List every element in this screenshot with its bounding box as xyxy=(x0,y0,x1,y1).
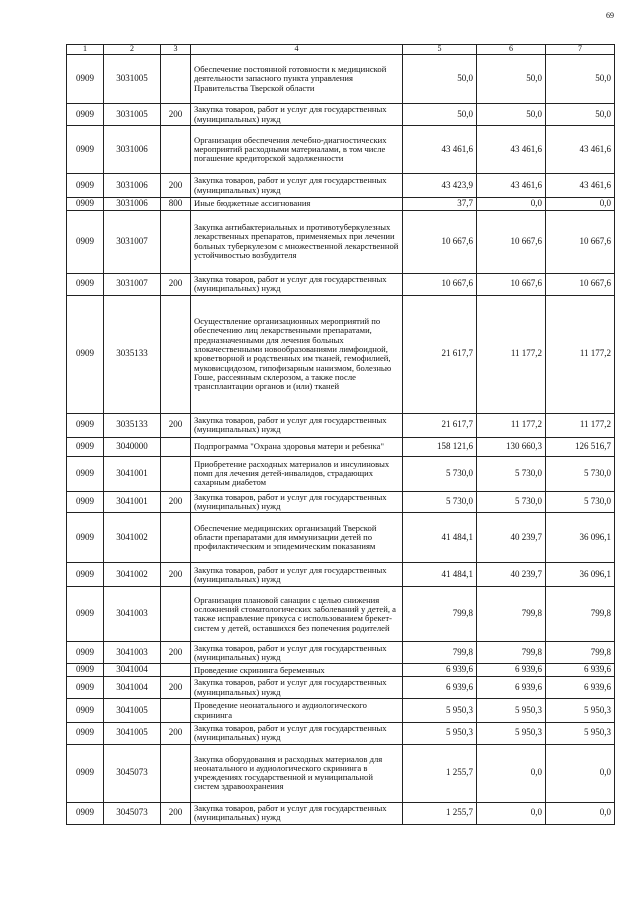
item-name-cell: Закупка товаров, работ и услуг для государственных (муниципальных) нужд xyxy=(191,491,403,513)
expense-kind-cell: 200 xyxy=(161,174,191,198)
amount-col7-cell: 0,0 xyxy=(546,744,615,802)
item-name-cell: Иные бюджетные ассигнования xyxy=(191,198,403,211)
section-code-cell: 0909 xyxy=(67,699,104,723)
table-row xyxy=(67,664,615,677)
amount-col6-cell: 0,0 xyxy=(477,744,546,802)
item-name-cell: Обеспечение медицинских организаций Тверской области препаратами для иммунизации детей по профилактическим и эпидемическим показаниям xyxy=(191,513,403,563)
article-code-cell: 3031006 xyxy=(104,126,161,174)
table-row xyxy=(67,104,615,126)
expense-kind-cell xyxy=(161,126,191,174)
section-code-cell: 0909 xyxy=(67,642,104,664)
amount-col5-cell: 5 950,3 xyxy=(403,723,477,745)
table-row xyxy=(67,802,615,824)
amount-col6-cell: 5 950,3 xyxy=(477,723,546,745)
article-code-cell: 3041005 xyxy=(104,723,161,745)
section-code-cell: 0909 xyxy=(67,744,104,802)
amount-col7-cell: 36 096,1 xyxy=(546,513,615,563)
amount-col5-cell: 37,7 xyxy=(403,198,477,211)
header-cell: 7 xyxy=(546,45,615,55)
table-row xyxy=(67,699,615,723)
table-row xyxy=(67,513,615,563)
section-code-cell: 0909 xyxy=(67,723,104,745)
table-row xyxy=(67,677,615,699)
expense-kind-cell xyxy=(161,744,191,802)
table-row xyxy=(67,744,615,802)
amount-col7-cell: 43 461,6 xyxy=(546,174,615,198)
item-name-cell: Закупка товаров, работ и услуг для государственных (муниципальных) нужд xyxy=(191,802,403,824)
header-cell: 1 xyxy=(67,45,104,55)
item-name-cell: Закупка товаров, работ и услуг для государственных (муниципальных) нужд xyxy=(191,413,403,437)
amount-col7-cell: 5 950,3 xyxy=(546,699,615,723)
amount-col7-cell: 11 177,2 xyxy=(546,295,615,413)
amount-col5-cell: 43 423,9 xyxy=(403,174,477,198)
amount-col6-cell: 40 239,7 xyxy=(477,563,546,587)
item-name-cell: Проведение неонатального и аудиологического скрининга xyxy=(191,699,403,723)
amount-col5-cell: 1 255,7 xyxy=(403,802,477,824)
amount-col6-cell: 50,0 xyxy=(477,55,546,104)
amount-col5-cell: 50,0 xyxy=(403,104,477,126)
section-code-cell: 0909 xyxy=(67,295,104,413)
section-code-cell: 0909 xyxy=(67,174,104,198)
article-code-cell: 3031005 xyxy=(104,104,161,126)
article-code-cell: 3041001 xyxy=(104,456,161,491)
budget-table xyxy=(66,44,615,825)
expense-kind-cell xyxy=(161,664,191,677)
article-code-cell: 3031006 xyxy=(104,174,161,198)
article-code-cell: 3035133 xyxy=(104,413,161,437)
amount-col7-cell: 43 461,6 xyxy=(546,126,615,174)
amount-col5-cell: 799,8 xyxy=(403,587,477,642)
item-name-cell: Закупка товаров, работ и услуг для государственных (муниципальных) нужд xyxy=(191,273,403,295)
expense-kind-cell: 200 xyxy=(161,413,191,437)
amount-col6-cell: 10 667,6 xyxy=(477,210,546,273)
amount-col7-cell: 6 939,6 xyxy=(546,664,615,677)
article-code-cell: 3041002 xyxy=(104,513,161,563)
amount-col7-cell: 5 950,3 xyxy=(546,723,615,745)
amount-col5-cell: 10 667,6 xyxy=(403,273,477,295)
amount-col7-cell: 50,0 xyxy=(546,55,615,104)
amount-col7-cell: 799,8 xyxy=(546,587,615,642)
amount-col6-cell: 6 939,6 xyxy=(477,677,546,699)
section-code-cell: 0909 xyxy=(67,210,104,273)
item-name-cell: Закупка товаров, работ и услуг для государственных (муниципальных) нужд xyxy=(191,174,403,198)
amount-col7-cell: 11 177,2 xyxy=(546,413,615,437)
article-code-cell: 3040000 xyxy=(104,437,161,456)
table-row xyxy=(67,174,615,198)
amount-col7-cell: 10 667,6 xyxy=(546,273,615,295)
amount-col5-cell: 1 255,7 xyxy=(403,744,477,802)
table-row xyxy=(67,413,615,437)
amount-col7-cell: 6 939,6 xyxy=(546,677,615,699)
amount-col6-cell: 799,8 xyxy=(477,587,546,642)
item-name-cell: Закупка товаров, работ и услуг для государственных (муниципальных) нужд xyxy=(191,723,403,745)
section-code-cell: 0909 xyxy=(67,198,104,211)
amount-col6-cell: 799,8 xyxy=(477,642,546,664)
expense-kind-cell: 200 xyxy=(161,723,191,745)
amount-col5-cell: 5 730,0 xyxy=(403,491,477,513)
section-code-cell: 0909 xyxy=(67,664,104,677)
item-name-cell: Закупка товаров, работ и услуг для государственных (муниципальных) нужд xyxy=(191,563,403,587)
section-code-cell: 0909 xyxy=(67,126,104,174)
section-code-cell: 0909 xyxy=(67,563,104,587)
section-code-cell: 0909 xyxy=(67,491,104,513)
amount-col6-cell: 40 239,7 xyxy=(477,513,546,563)
expense-kind-cell: 800 xyxy=(161,198,191,211)
table-row xyxy=(67,295,615,413)
item-name-cell: Проведение скрининга беременных xyxy=(191,664,403,677)
table-row xyxy=(67,491,615,513)
section-code-cell: 0909 xyxy=(67,104,104,126)
expense-kind-cell xyxy=(161,587,191,642)
amount-col5-cell: 799,8 xyxy=(403,642,477,664)
expense-kind-cell: 200 xyxy=(161,563,191,587)
amount-col6-cell: 11 177,2 xyxy=(477,413,546,437)
section-code-cell: 0909 xyxy=(67,413,104,437)
expense-kind-cell xyxy=(161,210,191,273)
amount-col5-cell: 21 617,7 xyxy=(403,295,477,413)
amount-col5-cell: 10 667,6 xyxy=(403,210,477,273)
amount-col5-cell: 50,0 xyxy=(403,55,477,104)
amount-col6-cell: 5 730,0 xyxy=(477,456,546,491)
amount-col7-cell: 10 667,6 xyxy=(546,210,615,273)
amount-col7-cell: 126 516,7 xyxy=(546,437,615,456)
section-code-cell: 0909 xyxy=(67,802,104,824)
article-code-cell: 3031007 xyxy=(104,210,161,273)
article-code-cell: 3041003 xyxy=(104,587,161,642)
amount-col5-cell: 5 730,0 xyxy=(403,456,477,491)
item-name-cell: Обеспечение постоянной готовности к медицинской деятельности запасного пункта управления Правительства Тверской области xyxy=(191,55,403,104)
header-cell: 5 xyxy=(403,45,477,55)
article-code-cell: 3041004 xyxy=(104,664,161,677)
table-row xyxy=(67,273,615,295)
article-code-cell: 3031005 xyxy=(104,55,161,104)
article-code-cell: 3031007 xyxy=(104,273,161,295)
table-row xyxy=(67,126,615,174)
header-cell: 2 xyxy=(104,45,161,55)
expense-kind-cell xyxy=(161,55,191,104)
article-code-cell: 3045073 xyxy=(104,802,161,824)
amount-col5-cell: 5 950,3 xyxy=(403,699,477,723)
amount-col5-cell: 41 484,1 xyxy=(403,563,477,587)
section-code-cell: 0909 xyxy=(67,513,104,563)
amount-col5-cell: 21 617,7 xyxy=(403,413,477,437)
amount-col5-cell: 6 939,6 xyxy=(403,664,477,677)
table-row xyxy=(67,456,615,491)
article-code-cell: 3045073 xyxy=(104,744,161,802)
article-code-cell: 3041005 xyxy=(104,699,161,723)
amount-col6-cell: 5 950,3 xyxy=(477,699,546,723)
table-row xyxy=(67,642,615,664)
amount-col6-cell: 50,0 xyxy=(477,104,546,126)
amount-col6-cell: 6 939,6 xyxy=(477,664,546,677)
header-row xyxy=(67,45,615,55)
amount-col6-cell: 5 730,0 xyxy=(477,491,546,513)
article-code-cell: 3041001 xyxy=(104,491,161,513)
amount-col5-cell: 43 461,6 xyxy=(403,126,477,174)
table-row xyxy=(67,723,615,745)
item-name-cell: Закупка товаров, работ и услуг для государственных (муниципальных) нужд xyxy=(191,677,403,699)
header-cell: 6 xyxy=(477,45,546,55)
amount-col5-cell: 41 484,1 xyxy=(403,513,477,563)
amount-col7-cell: 0,0 xyxy=(546,802,615,824)
expense-kind-cell: 200 xyxy=(161,677,191,699)
table-row xyxy=(67,210,615,273)
table-row xyxy=(67,563,615,587)
amount-col6-cell: 130 660,3 xyxy=(477,437,546,456)
expense-kind-cell xyxy=(161,513,191,563)
expense-kind-cell: 200 xyxy=(161,491,191,513)
header-cell: 4 xyxy=(191,45,403,55)
amount-col5-cell: 6 939,6 xyxy=(403,677,477,699)
amount-col7-cell: 799,8 xyxy=(546,642,615,664)
expense-kind-cell: 200 xyxy=(161,642,191,664)
article-code-cell: 3035133 xyxy=(104,295,161,413)
amount-col6-cell: 0,0 xyxy=(477,802,546,824)
article-code-cell: 3041002 xyxy=(104,563,161,587)
section-code-cell: 0909 xyxy=(67,437,104,456)
amount-col7-cell: 36 096,1 xyxy=(546,563,615,587)
amount-col6-cell: 10 667,6 xyxy=(477,273,546,295)
expense-kind-cell: 200 xyxy=(161,802,191,824)
amount-col6-cell: 11 177,2 xyxy=(477,295,546,413)
amount-col7-cell: 5 730,0 xyxy=(546,456,615,491)
item-name-cell: Закупка товаров, работ и услуг для государственных (муниципальных) нужд xyxy=(191,104,403,126)
item-name-cell: Организация обеспечения лечебно-диагностических мероприятий расходными материалами, в том числе погашение кредиторской задолженности xyxy=(191,126,403,174)
expense-kind-cell: 200 xyxy=(161,104,191,126)
page-number: 69 xyxy=(606,11,614,20)
table-row xyxy=(67,437,615,456)
item-name-cell: Приобретение расходных материалов и инсулиновых помп для лечения детей-инвалидов, страдающих сахарным диабетом xyxy=(191,456,403,491)
amount-col7-cell: 50,0 xyxy=(546,104,615,126)
item-name-cell: Закупка антибактериальных и противотуберкулезных лекарственных препаратов, применяемых при лечении больных туберкулезом с множественной лекарственной устойчивостью возбудителя xyxy=(191,210,403,273)
expense-kind-cell xyxy=(161,437,191,456)
item-name-cell: Осуществление организационных мероприятий по обеспечению лиц лекарственными препаратами, предназначенными для лечения больных злокачественными новообразованиями лимфоидной, кроветворной и родственных им тканей, гемофилией, муковисцидозом, гипофизарным нанизмом, болезнью Гоше, рассеянным склерозом, а также после трансплантации органов и (или) тканей xyxy=(191,295,403,413)
expense-kind-cell xyxy=(161,456,191,491)
header-cell: 3 xyxy=(161,45,191,55)
amount-col5-cell: 158 121,6 xyxy=(403,437,477,456)
item-name-cell: Закупка оборудования и расходных материалов для неонатального и аудиологического скрининга в учреждениях государственной и муниципальной систем здравоохранения xyxy=(191,744,403,802)
expense-kind-cell xyxy=(161,699,191,723)
section-code-cell: 0909 xyxy=(67,273,104,295)
section-code-cell: 0909 xyxy=(67,677,104,699)
amount-col6-cell: 43 461,6 xyxy=(477,174,546,198)
amount-col7-cell: 5 730,0 xyxy=(546,491,615,513)
expense-kind-cell xyxy=(161,295,191,413)
amount-col7-cell: 0,0 xyxy=(546,198,615,211)
section-code-cell: 0909 xyxy=(67,456,104,491)
section-code-cell: 0909 xyxy=(67,587,104,642)
amount-col6-cell: 43 461,6 xyxy=(477,126,546,174)
item-name-cell: Организация плановой санации с целью снижения осложнений стоматологических заболеваний у детей, а также исправление прикуса с использованием брекет-систем у детей, оставшихся без попечения родителей xyxy=(191,587,403,642)
table-row xyxy=(67,587,615,642)
amount-col6-cell: 0,0 xyxy=(477,198,546,211)
item-name-cell: Закупка товаров, работ и услуг для государственных (муниципальных) нужд xyxy=(191,642,403,664)
article-code-cell: 3031006 xyxy=(104,198,161,211)
table-row xyxy=(67,55,615,104)
article-code-cell: 3041004 xyxy=(104,677,161,699)
section-code-cell: 0909 xyxy=(67,55,104,104)
item-name-cell: Подпрограмма "Охрана здоровья матери и ребенка" xyxy=(191,437,403,456)
table-row xyxy=(67,198,615,211)
expense-kind-cell: 200 xyxy=(161,273,191,295)
article-code-cell: 3041003 xyxy=(104,642,161,664)
